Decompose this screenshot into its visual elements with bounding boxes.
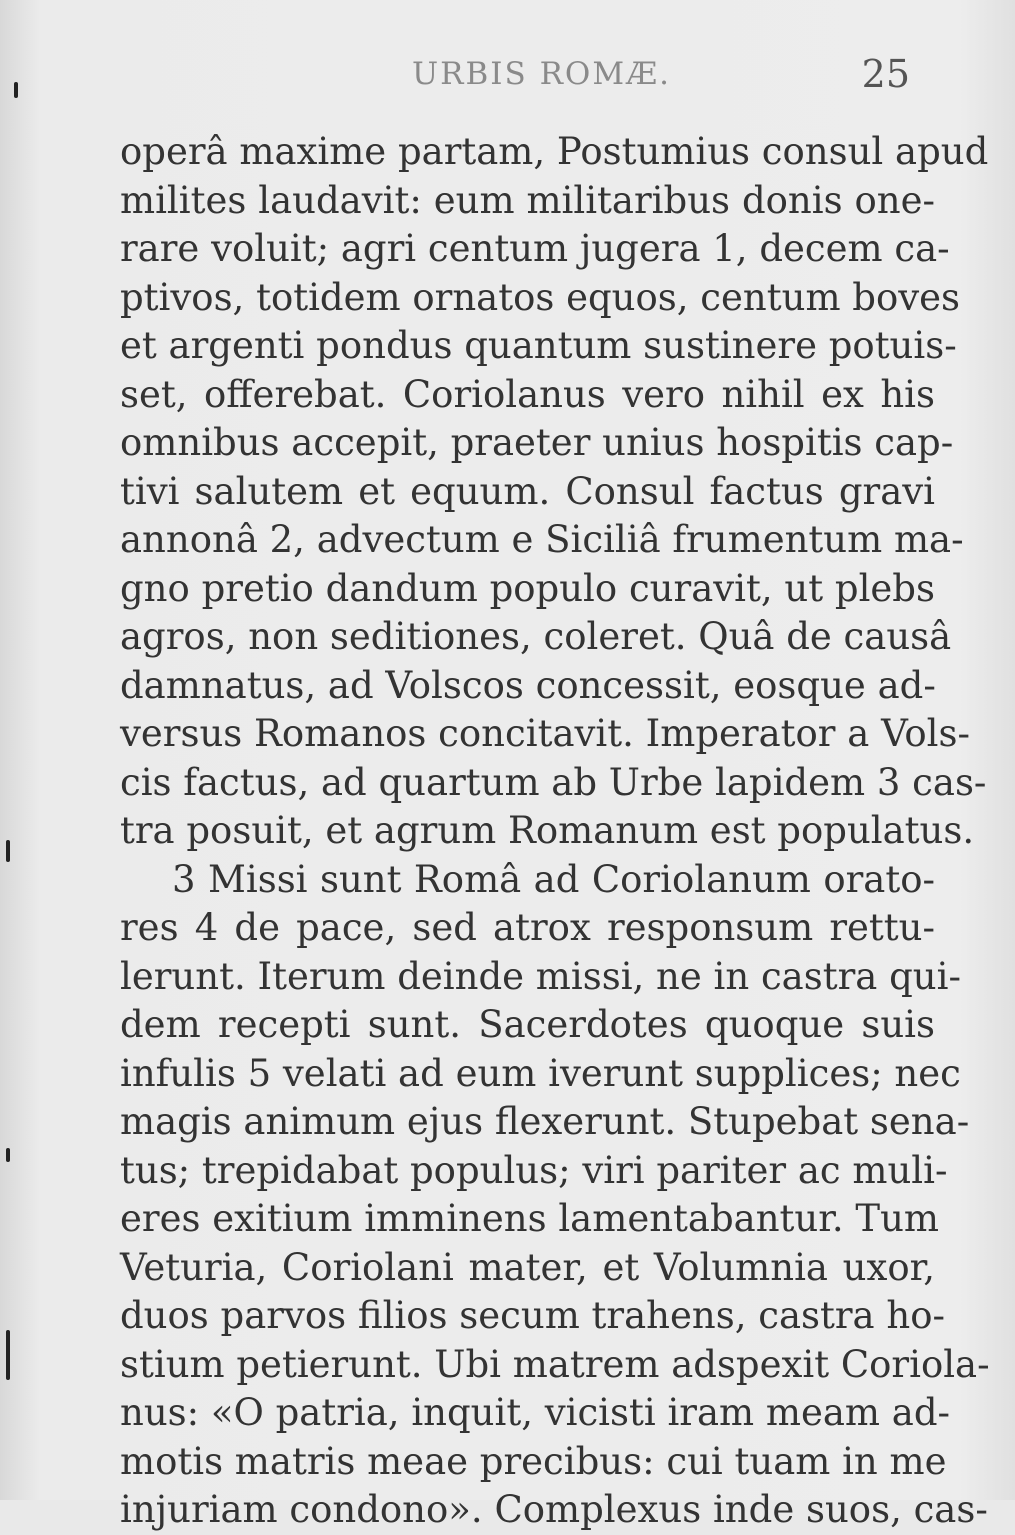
text-line: tra posuit, et agrum Romanum est populatus. bbox=[120, 809, 975, 852]
text-line: agros, non seditiones, coleret. Quâ de causâ bbox=[120, 615, 952, 658]
margin-mark bbox=[6, 1148, 10, 1162]
text-line: tivi salutem et equum. Consul factus gravi bbox=[120, 469, 935, 513]
text-line: gno pretio dandum populo curavit, ut plebs bbox=[120, 566, 935, 610]
body-text bbox=[120, 128, 990, 1535]
text-line: omnibus accepit, praeter unius hospitis cap- bbox=[120, 421, 954, 464]
text-line: ptivos, totidem ornatos equos, centum boves bbox=[120, 275, 961, 319]
text-line: motis matris meae precibus: cui tuam in me bbox=[120, 1439, 947, 1483]
text-line: nus: «O patria, inquit, vicisti iram meam ad- bbox=[120, 1391, 951, 1434]
text-line: operâ maxime partam, Postumius consul apud bbox=[120, 130, 989, 173]
text-line: annonâ 2, advectum e Siciliâ frumentum ma- bbox=[120, 518, 964, 561]
text-line: tus; trepidabat populus; viri pariter ac muli- bbox=[120, 1148, 948, 1192]
text-line: Veturia, Coriolani mater, et Volumnia uxor, bbox=[120, 1245, 935, 1289]
text-line: set, offerebat. Coriolanus vero nihil ex his bbox=[120, 372, 935, 416]
text-line: duos parvos filios secum trahens, castra ho- bbox=[120, 1294, 945, 1337]
running-title: URBIS ROMÆ. bbox=[412, 56, 671, 92]
text-line: lerunt. Iterum deinde missi, ne in castra qui- bbox=[120, 954, 961, 998]
text-line: res 4 de pace, sed atrox responsum rettu- bbox=[120, 906, 935, 949]
page-header bbox=[120, 52, 910, 98]
page-number: 25 bbox=[861, 52, 910, 96]
text-line: infulis 5 velati ad eum iverunt supplices; nec bbox=[120, 1051, 961, 1095]
text-line: rare voluit; agri centum jugera 1, decem ca- bbox=[120, 227, 950, 270]
margin-mark bbox=[14, 82, 18, 98]
margin-mark bbox=[6, 840, 10, 862]
text-line: stium petierunt. Ubi matrem adspexit Coriola- bbox=[120, 1342, 990, 1386]
text-line: dem recepti sunt. Sacerdotes quoque suis bbox=[120, 1003, 935, 1046]
text-line: versus Romanos concitavit. Imperator a Vols- bbox=[120, 712, 970, 755]
text-line-paragraph-start: 3 Missi sunt Româ ad Coriolanum orato- bbox=[172, 857, 935, 901]
margin-mark bbox=[6, 1330, 10, 1380]
text-line: magis animum ejus flexerunt. Stupebat sena- bbox=[120, 1100, 970, 1143]
text-line: injuriam condono». Complexus inde suos, cas- bbox=[120, 1488, 988, 1531]
text-line: et argenti pondus quantum sustinere potuis- bbox=[120, 324, 957, 367]
text-line: damnatus, ad Volscos concessit, eosque ad- bbox=[120, 663, 936, 707]
text-line: milites laudavit: eum militaribus donis one- bbox=[120, 178, 935, 222]
text-line: cis factus, ad quartum ab Urbe lapidem 3 cas- bbox=[120, 760, 987, 804]
text-line: eres exitium imminens lamentabantur. Tum bbox=[120, 1197, 939, 1240]
